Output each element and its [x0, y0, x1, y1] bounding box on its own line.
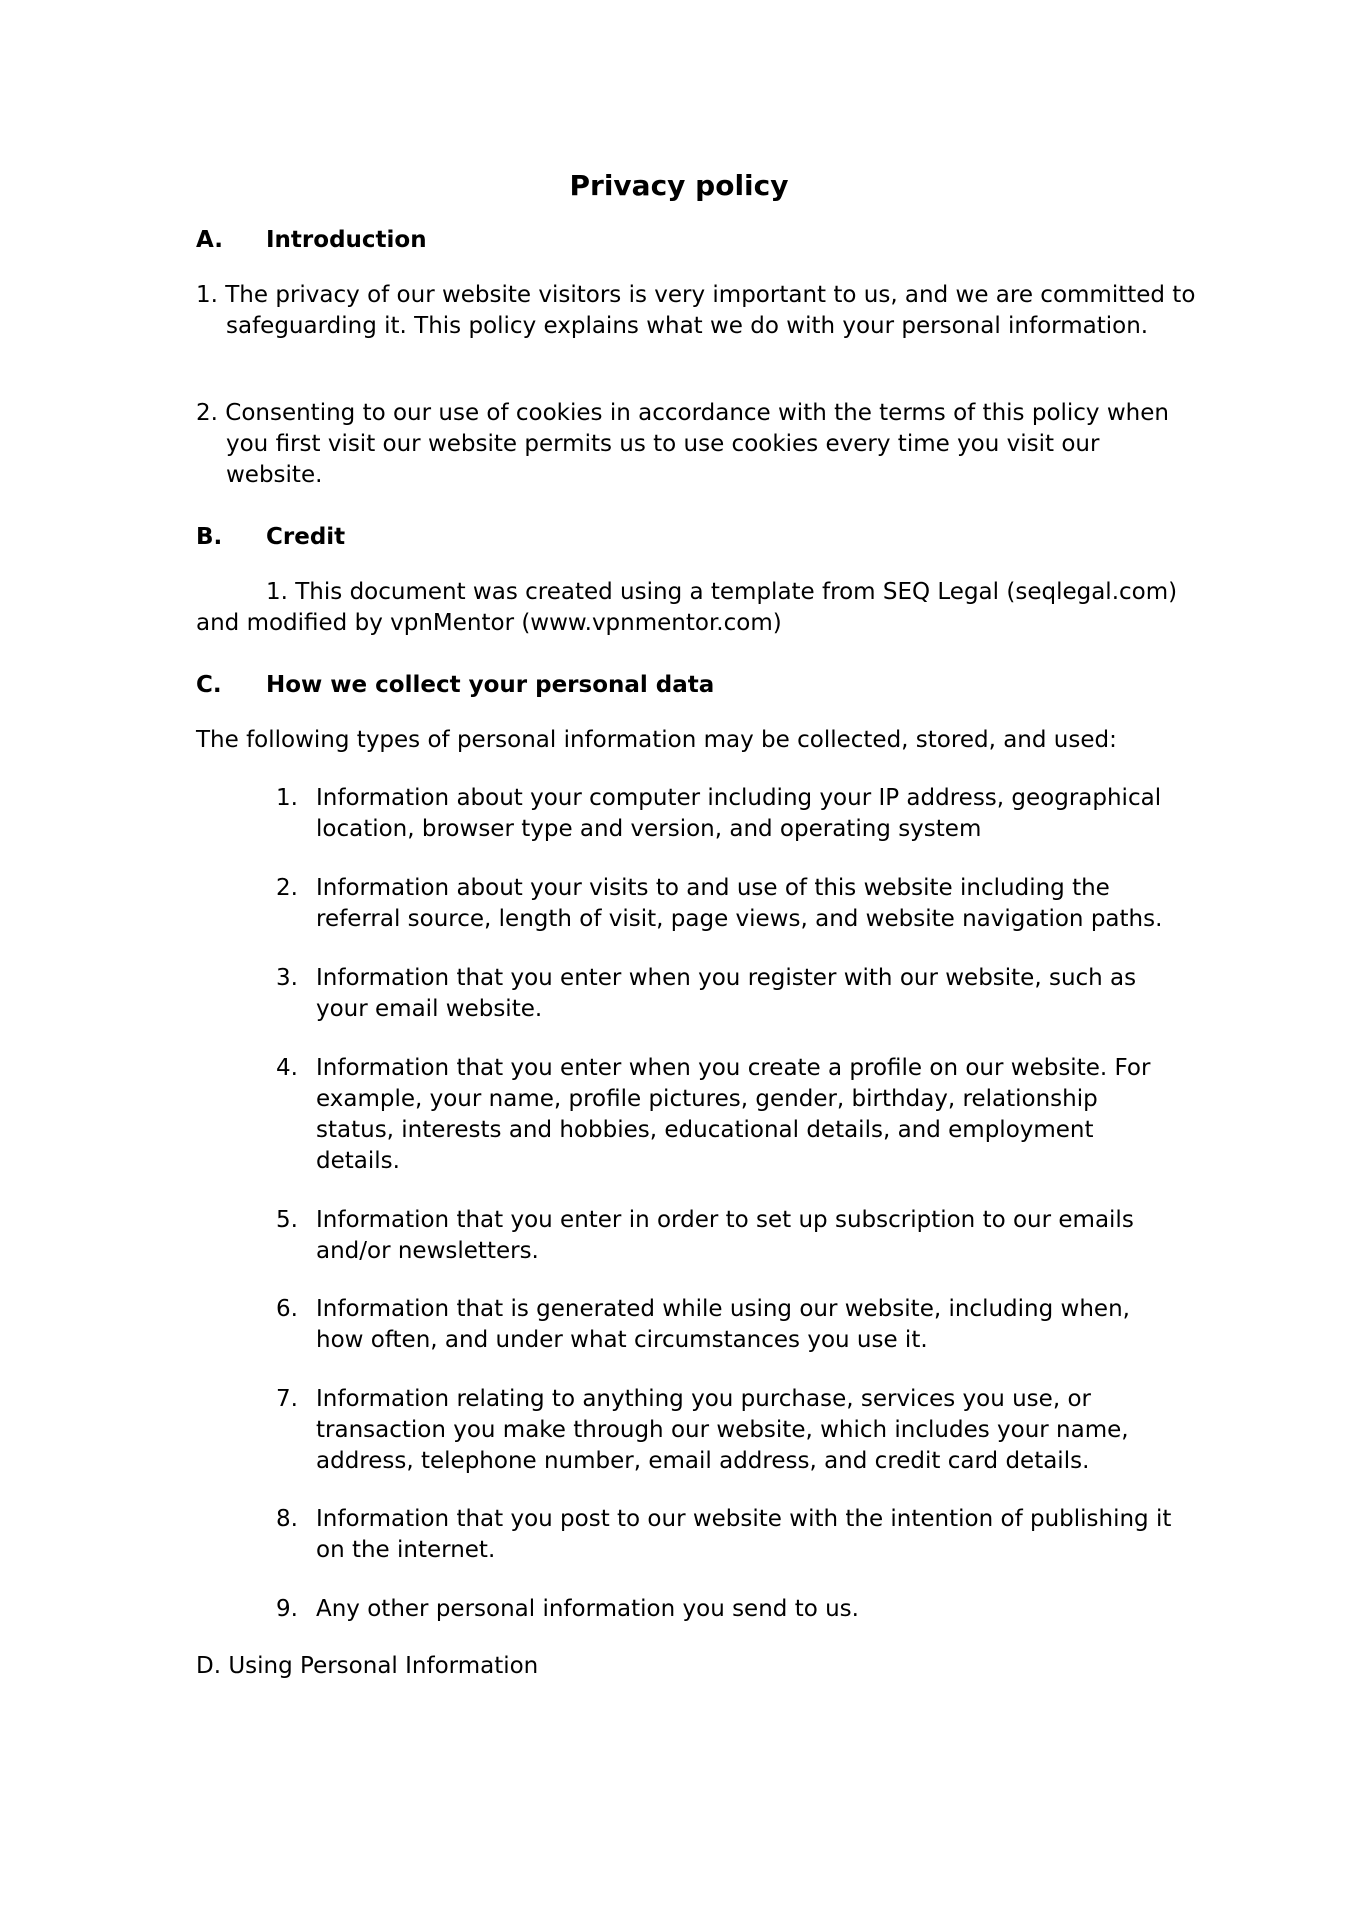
list-item-number: 8. — [276, 1506, 298, 1532]
list-item-number: 6. — [276, 1296, 298, 1322]
list-item-number: 2. — [276, 875, 298, 901]
list-item-number: 3. — [276, 965, 298, 991]
list-item-number: 7. — [276, 1386, 298, 1412]
list-item-text: Information that you enter when you register with our website, such as your email website. — [316, 965, 1137, 1022]
list-item — [266, 783, 1176, 845]
section-a-heading — [196, 224, 427, 256]
section-b-heading — [196, 521, 345, 553]
list-item-text: Any other personal information you send to us. — [316, 1596, 859, 1622]
list-item-number: 9. — [276, 1596, 298, 1622]
list-item — [266, 1053, 1176, 1177]
list-item-number: 1. — [276, 785, 298, 811]
list-item-text: Information that is generated while using our website, including when, how often, and under what circumstances you use it. — [316, 1296, 1130, 1353]
section-a-letter: A. — [196, 227, 223, 253]
list-item — [266, 1384, 1176, 1477]
list-item-number: 4. — [276, 1055, 298, 1081]
list-item-text: Information that you post to our website with the intention of publishing it on the internet. — [316, 1506, 1172, 1563]
intro-paragraph-2: 2. Consenting to our use of cookies in accordance with the terms of this policy when you first visit our website permits us to use cookies every time you visit our website. — [196, 400, 1169, 488]
intro-paragraph-1: 1. The privacy of our website visitors is very important to us, and we are committed to safeguarding it. This policy explains what we do with your personal information. — [196, 282, 1196, 339]
section-b-title: Credit — [266, 524, 346, 550]
list-item-text: Information that you enter when you create a profile on our website. For example, your name, profile pictures, gender, birthday, relationship status, interests and hobbies, educational details, and employment details. — [316, 1055, 1151, 1174]
list-item — [266, 963, 1176, 1025]
list-item-number: 5. — [276, 1207, 298, 1233]
list-item — [266, 1594, 1176, 1625]
list-item-text: Information relating to anything you purchase, services you use, or transaction you make through our website, which includes your name, address, telephone number, email address, and credit card details. — [316, 1386, 1129, 1474]
list-item — [266, 873, 1176, 935]
section-c-title: How we collect your personal data — [266, 672, 715, 698]
section-c-letter: C. — [196, 672, 222, 698]
list-item — [266, 1504, 1176, 1566]
list-item — [266, 1205, 1176, 1267]
list-item-text: Information about your computer including your IP address, geographical location, browser type and version, and operating system — [316, 785, 1162, 842]
list-item-text: Information about your visits to and use of this website including the referral source, length of visit, page views, and website navigation paths. — [316, 875, 1163, 932]
list-item — [266, 1294, 1176, 1356]
list-item-text: Information that you enter in order to set up subscription to our emails and/or newsletters. — [316, 1207, 1134, 1264]
credit-paragraph: 1. This document was created using a template from SEQ Legal (seqlegal.com) and modified by vpnMentor (www.vpnmentor.com) — [196, 579, 1178, 636]
page-title: Privacy policy — [569, 169, 789, 202]
section-a-title: Introduction — [266, 227, 427, 253]
section-d-heading: D. Using Personal Information — [196, 1653, 539, 1679]
section-b-letter: B. — [196, 524, 223, 550]
collect-intro: The following types of personal information may be collected, stored, and used: — [196, 727, 1117, 753]
section-c-heading — [196, 669, 714, 701]
